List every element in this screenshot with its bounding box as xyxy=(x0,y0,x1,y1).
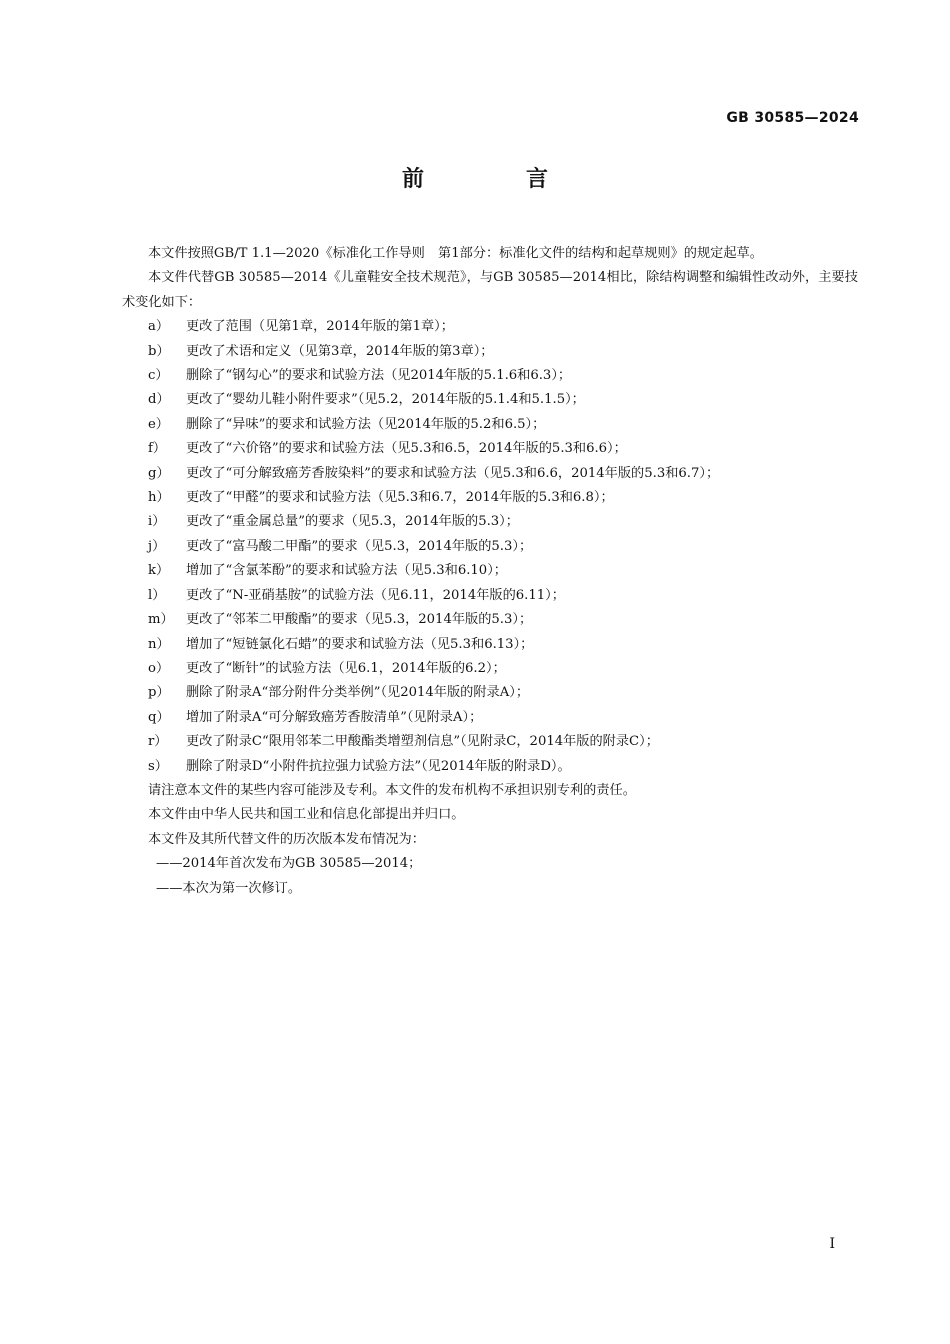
item-label: n） xyxy=(148,636,170,652)
item-text: 增加了“含氯苯酚”的要求和试验方法（见5.3和6.10）； xyxy=(186,563,507,579)
history-item-2: ——本次为第一次修订。 xyxy=(156,880,302,896)
item-text: 更改了“邻苯二甲酸酯”的要求（见5.3，2014年版的5.3）； xyxy=(186,612,533,628)
item-text: 更改了范围（见第1章，2014年版的第1章）； xyxy=(186,319,454,335)
item-text: 更改了术语和定义（见第3章，2014年版的第3章）； xyxy=(186,343,494,359)
list-item xyxy=(122,388,858,412)
item-text: 更改了“甲醛”的要求和试验方法（见5.3和6.7，2014年版的5.3和6.8）； xyxy=(186,490,614,506)
list-item xyxy=(122,608,858,632)
list-item xyxy=(122,706,858,730)
item-label: j） xyxy=(148,538,166,554)
item-text: 删除了附录D“小附件抗拉强力试验方法”（见2014年版的附录D）。 xyxy=(186,758,571,774)
list-item xyxy=(122,315,858,339)
item-label: m） xyxy=(148,612,174,628)
item-label: q） xyxy=(148,709,170,725)
item-label: s） xyxy=(148,758,168,774)
list-item xyxy=(122,364,858,388)
item-text: 更改了附录C“限用邻苯二甲酸酯类增塑剂信息”（见附录C，2014年版的附录C）； xyxy=(186,734,659,750)
history-item-1: ——2014年首次发布为GB 30585—2014； xyxy=(156,856,422,872)
standard-code: GB 30585—2024 xyxy=(726,110,859,126)
item-text: 更改了“可分解致癌芳香胺染料”的要求和试验方法（见5.3和6.6，2014年版的5.3和6.7）； xyxy=(186,465,720,481)
list-item xyxy=(122,755,858,779)
item-text: 删除了附录A“部分附件分类举例”（见2014年版的附录A）； xyxy=(186,685,530,701)
list-item xyxy=(122,559,858,583)
item-label: c） xyxy=(148,368,169,384)
item-text: 更改了“N-亚硝基胺”的试验方法（见6.11，2014年版的6.11）； xyxy=(186,587,565,603)
item-label: d） xyxy=(148,392,170,408)
list-item xyxy=(122,462,858,486)
item-text: 更改了“断针”的试验方法（见6.1，2014年版的6.2）； xyxy=(186,660,506,676)
changes-list xyxy=(122,315,858,779)
list-item xyxy=(122,486,858,510)
item-text: 更改了“婴幼儿鞋小附件要求”（见5.2，2014年版的5.1.4和5.1.5）； xyxy=(186,392,585,408)
history-intro: 本文件及其所代替文件的历次版本发布情况为： xyxy=(148,831,425,847)
item-text: 增加了附录A“可分解致癌芳香胺清单”（见附录A）； xyxy=(186,709,483,725)
item-label: b） xyxy=(148,343,170,359)
patent-note: 请注意本文件的某些内容可能涉及专利。本文件的发布机构不承担识别专利的责任。 xyxy=(148,782,636,798)
intro-paragraph-2: 本文件代替GB 30585—2014《儿童鞋安全技术规范》，与GB 30585—2014相比，除结构调整和编辑性改动外，主要技术变化如下： xyxy=(122,270,858,310)
list-item xyxy=(122,437,858,461)
item-label: h） xyxy=(148,490,170,506)
item-label: e） xyxy=(148,416,169,432)
item-label: r） xyxy=(148,734,168,750)
item-text: 更改了“富马酸二甲酯”的要求（见5.3，2014年版的5.3）； xyxy=(186,538,533,554)
item-label: p） xyxy=(148,685,170,701)
item-text: 删除了“异味”的要求和试验方法（见2014年版的5.2和6.5）； xyxy=(186,416,546,432)
item-label: o） xyxy=(148,660,170,676)
intro-paragraph-1: 本文件按照GB/T 1.1—2020《标准化工作导则 第1部分：标准化文件的结构和起草规则》的规定起草。 xyxy=(148,246,763,261)
list-item xyxy=(122,535,858,559)
item-text: 更改了“重金属总量”的要求（见5.3，2014年版的5.3）； xyxy=(186,514,519,530)
proposer-note: 本文件由中华人民共和国工业和信息化部提出并归口。 xyxy=(148,807,465,823)
item-text: 增加了“短链氯化石蜡”的要求和试验方法（见5.3和6.13）； xyxy=(186,636,534,652)
list-item xyxy=(122,657,858,681)
foreword-body xyxy=(122,242,858,901)
list-item xyxy=(122,681,858,705)
item-text: 删除了“钢勾心”的要求和试验方法（见2014年版的5.1.6和6.3）； xyxy=(186,368,572,384)
list-item xyxy=(122,633,858,657)
item-label: g） xyxy=(148,465,170,481)
item-text: 更改了“六价铬”的要求和试验方法（见5.3和6.5，2014年版的5.3和6.6）； xyxy=(186,441,627,457)
item-label: a） xyxy=(148,319,170,335)
item-label: l） xyxy=(148,587,166,603)
page-number: I xyxy=(829,1236,835,1252)
list-item xyxy=(122,340,858,364)
list-item xyxy=(122,413,858,437)
item-label: k） xyxy=(148,563,170,579)
list-item xyxy=(122,584,858,608)
item-label: i） xyxy=(148,514,166,530)
list-item xyxy=(122,730,858,754)
page-title: 前 言 xyxy=(401,167,588,192)
item-label: f） xyxy=(148,441,167,457)
list-item xyxy=(122,510,858,534)
